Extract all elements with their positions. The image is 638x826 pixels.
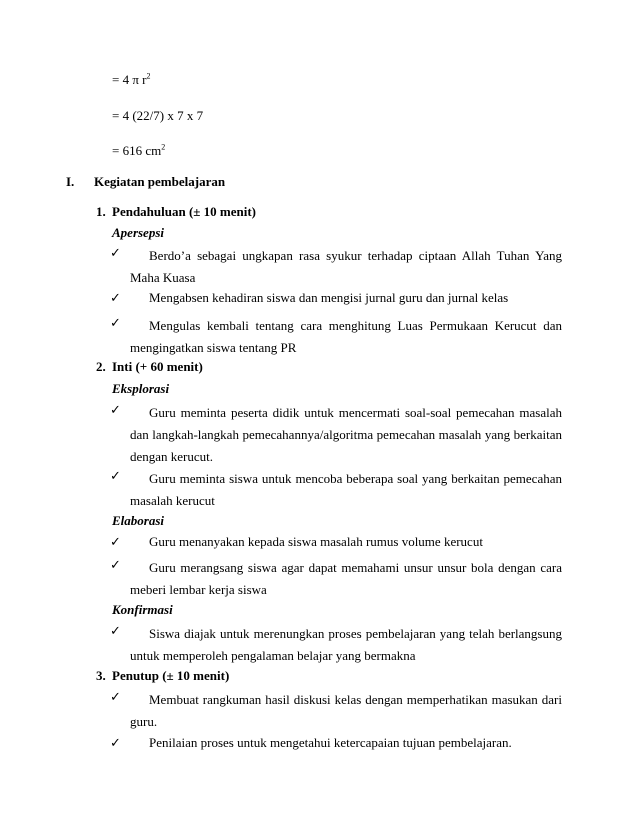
equation-line-1 bbox=[112, 72, 150, 88]
equation-line-1-superscript: 2 bbox=[146, 71, 151, 81]
section-label: I. bbox=[66, 174, 75, 189]
check-icon: ✓ bbox=[110, 624, 121, 639]
step-1-title: Pendahuluan (± 10 menit) bbox=[112, 204, 257, 219]
step-3-title: Penutup (± 10 menit) bbox=[112, 668, 230, 683]
check-icon: ✓ bbox=[110, 403, 121, 418]
subsection-heading-konfirmasi: Konfirmasi bbox=[112, 602, 173, 617]
list-item: Guru meminta siswa untuk mencoba beberapa soal yang berkaitan pemecahan masalah kerucut bbox=[130, 471, 562, 508]
step-2-title: Inti (+ 60 menit) bbox=[112, 359, 203, 374]
check-icon: ✓ bbox=[110, 316, 121, 331]
check-icon: ✓ bbox=[110, 246, 121, 261]
list-item: Penilaian proses untuk mengetahui ketercapaian tujuan pembelajaran. bbox=[149, 735, 512, 750]
list-item: Guru meminta peserta didik untuk mencermati soal-soal pemecahan masalah dan langkah-langkah pemecahannya/algoritma pemecahan masalah yang berkaitan dengan kerucut. bbox=[130, 405, 562, 464]
list-item: Mengabsen kehadiran siswa dan mengisi jurnal guru dan jurnal kelas bbox=[149, 290, 509, 305]
equation-line-2: = 4 (22/7) x 7 x 7 bbox=[112, 108, 204, 123]
subsection-heading-eksplorasi: Eksplorasi bbox=[112, 381, 170, 396]
check-icon: ✓ bbox=[110, 291, 121, 306]
list-item: Berdo’a sebagai ungkapan rasa syukur terhadap ciptaan Allah Tuhan Yang Maha Kuasa bbox=[130, 248, 562, 285]
list-item: Membuat rangkuman hasil diskusi kelas dengan memperhatikan masukan dari guru. bbox=[130, 692, 562, 729]
check-icon: ✓ bbox=[110, 469, 121, 484]
check-icon: ✓ bbox=[110, 690, 121, 705]
list-item: Siswa diajak untuk merenungkan proses pembelajaran yang telah berlangsung untuk memperoleh pengalaman belajar yang bermakna bbox=[130, 626, 562, 663]
equation-line-1-text: = 4 π r bbox=[112, 72, 147, 87]
section-title: Kegiatan pembelajaran bbox=[94, 174, 226, 189]
step-1-number: 1. bbox=[96, 204, 106, 219]
step-3-number: 3. bbox=[96, 668, 106, 683]
step-2-number: 2. bbox=[96, 359, 106, 374]
subsection-heading-apersepsi: Apersepsi bbox=[112, 225, 164, 240]
list-item: Guru menanyakan kepada siswa masalah rumus volume kerucut bbox=[149, 534, 483, 549]
subsection-heading-elaborasi: Elaborasi bbox=[112, 513, 165, 528]
equation-line-3 bbox=[112, 143, 165, 159]
equation-line-3-text: = 616 cm bbox=[112, 143, 162, 158]
list-item: Guru merangsang siswa agar dapat memahami unsur unsur bola dengan cara meberi lembar kerja siswa bbox=[130, 560, 562, 597]
check-icon: ✓ bbox=[110, 736, 121, 751]
list-item: Mengulas kembali tentang cara menghitung Luas Permukaan Kerucut dan mengingatkan siswa tentang PR bbox=[130, 318, 562, 355]
equation-line-3-superscript: 2 bbox=[161, 142, 166, 152]
check-icon: ✓ bbox=[110, 558, 121, 573]
check-icon: ✓ bbox=[110, 535, 121, 550]
